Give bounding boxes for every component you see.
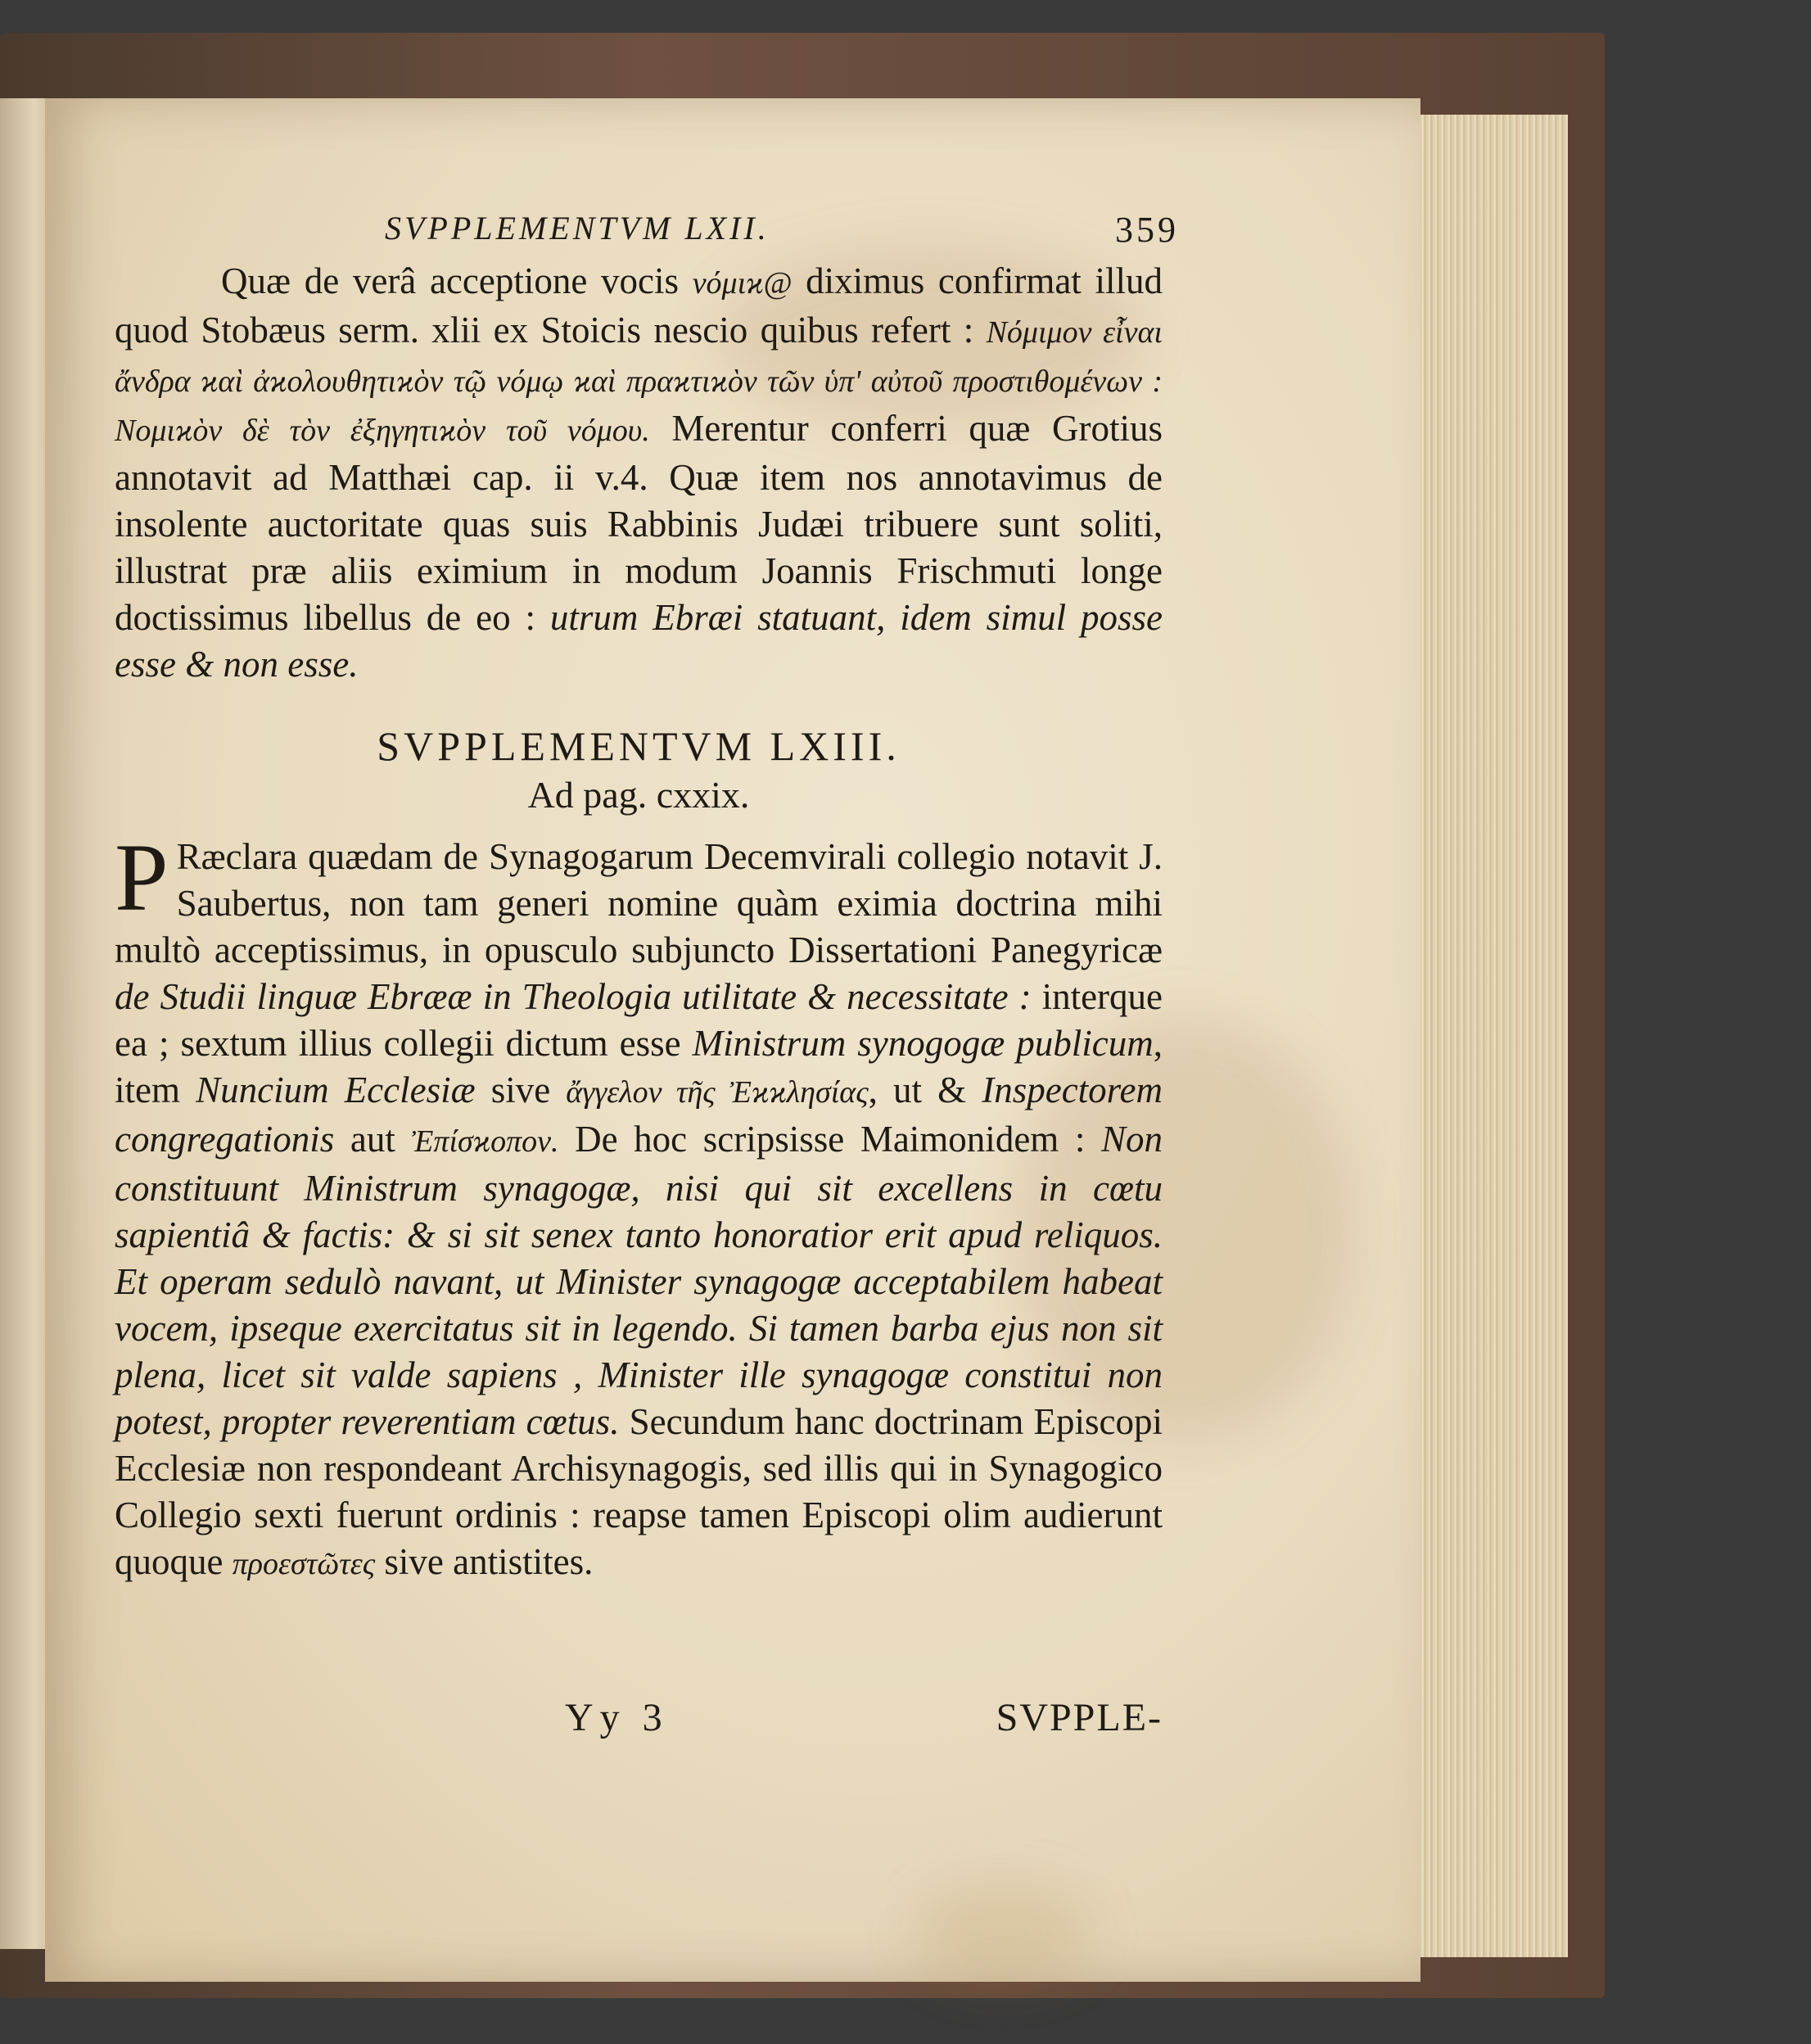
text-run: sive antistites.: [375, 1541, 594, 1582]
text-run: De hoc scripsisse Maimonidem :: [558, 1119, 1101, 1160]
catchword: SVPPLE-: [996, 1696, 1163, 1739]
text-run: Merentur conferri quæ Grotius annotavit ad Matthæi cap. ii v.4. Quæ item nos annotavimus de insolente auctoritate quas suis Rabbinis Judæi tribuere sunt soliti, illustrat præ aliis eximium in modum Joannis Frischmuti longe doctissimus libellus de eo :: [115, 408, 1163, 638]
italic-text: de Studii linguæ Ebrææ in Theologia utilitate & necessitate :: [115, 976, 1032, 1017]
italic-text: Non constituunt Ministrum synagogæ, nisi qui sit excellens in cœtu sapientiâ & factis: & si sit senex tanto honoratior erit apud reliquos. Et operam sedulò navant, ut Minister synagogæ acceptabilem habeat vocem, ipseque exercitatus sit in legendo. Si tamen barba ejus non sit plena, licet sit valde sapiens , Minister ille synagogæ constitui non potest, propter reverentiam cœtus.: [115, 1119, 1163, 1442]
paragraph-2: [115, 824, 1163, 1588]
text-run: diximus confirmat illud quod Stobæus serm. xlii ex Stoicis nescio quibus refert :: [115, 260, 1163, 350]
text-run: , ut &: [868, 1069, 982, 1110]
page-number: 359: [1115, 210, 1179, 250]
text-run: Quæ de verâ acceptione vocis: [221, 260, 693, 301]
page-fore-edge: [1420, 115, 1568, 1957]
running-head-title: SVPPLEMENTVM LXII.: [385, 210, 770, 246]
italic-text: Inspectorem congregationis: [115, 1069, 1163, 1160]
text-run: aut: [334, 1119, 412, 1160]
italic-text: Nuncium Ecclesiæ: [196, 1069, 476, 1110]
page-footer: [115, 1695, 1163, 1752]
drop-cap: P: [115, 824, 169, 931]
text-run: interque ea ; sextum illius collegii dictum esse: [115, 976, 1163, 1064]
italic-text: Ministrum synogogæ publicum: [692, 1023, 1154, 1064]
section-heading: SVPPLEMENTVM LXIII.: [377, 723, 901, 769]
paragraph-1: [115, 258, 1163, 688]
signature-mark: Yy 3: [565, 1696, 669, 1739]
text-run: , item: [115, 1023, 1163, 1110]
greek-text: νόμιϰ@: [692, 266, 793, 301]
greek-text: ἄγγελον τῆς Ἐϰϰλησίας: [566, 1075, 869, 1110]
text-run: Ræclara quædam de Synagogarum Decemvirali collegio notavit J. Saubertus, non tam generi nomine quàm eximia doctrina mihi multò acceptissimus, in opusculo subjuncto Dissertationi Panegyricæ: [115, 836, 1163, 970]
page-text: [115, 209, 1179, 1588]
greek-text: Ἐπίσϰοπον.: [411, 1124, 559, 1159]
text-run: Secundum hanc doctrinam Episcopi Ecclesiæ non respondeant Archisynagogis, sed illis qui in Synagogico Collegio sexti fuerunt ordinis : reapse tamen Episcopi olim audierunt quoque: [115, 1401, 1163, 1582]
water-stain: [913, 1883, 1093, 1982]
section-subheading: Ad pag. cxxix.: [527, 774, 750, 816]
running-head: [115, 209, 1179, 258]
text-run: sive: [475, 1069, 567, 1110]
italic-text: utrum Ebræi statuant, idem simul posse esse & non esse.: [115, 597, 1163, 685]
greek-text: προεστῶτες: [232, 1547, 376, 1581]
greek-text: Νόμιμον εἶναι ἄνδρα ϰαὶ ἀϰολουθητιϰὸν τῷ νόμῳ ϰαὶ πραϰτιϰὸν τῶν ὑπ' αὐτοῦ προστιθομένων : Νομιϰὸν δὲ τὸν ἐξηγητιϰὸν τοῦ νόμου.: [115, 315, 1163, 448]
